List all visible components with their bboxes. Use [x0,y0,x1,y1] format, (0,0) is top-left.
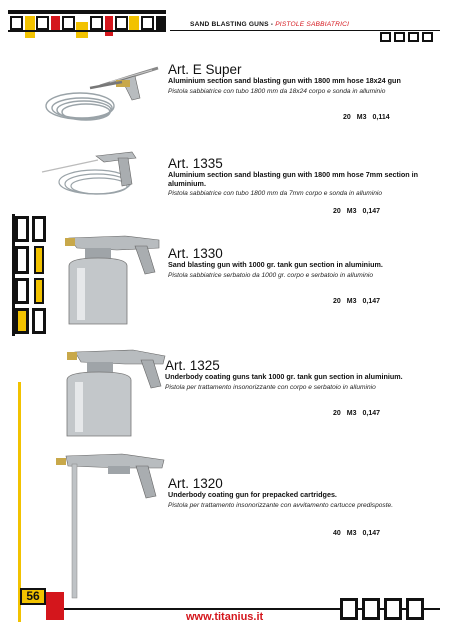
product-description-it: Pistola per trattamento insonorizzante con avvitamento cartucce predisposte. [168,501,394,509]
footer-square-1 [340,598,358,620]
product-image-1330 [55,228,165,328]
product-entry-1320 [168,476,438,511]
footer-vertical-rule [18,382,21,622]
product-art-number: Art. E Super [168,62,242,77]
product-image-1320 [52,450,172,600]
product-art-number: Art. 1330 [168,246,223,261]
packing-unit: M3 [346,208,357,215]
product-description-it: Pistola sabbiatrice serbatoio da 1000 gr. corpo e serbatoio in alluminio [168,271,374,279]
footer-square-2 [362,598,380,620]
packing-volume: 0,147 [362,530,381,537]
product-entry-e-super [168,62,438,97]
header-logo-blocks [8,10,166,38]
packing-qty: 20 [333,298,341,305]
product-packing-1325 [333,410,380,417]
packing-volume: 0,147 [362,208,381,215]
packing-volume: 0,114 [372,114,390,121]
website-link[interactable]: www.titanius.it [186,611,264,623]
footer-square-3 [384,598,402,620]
packing-unit: M3 [346,410,357,417]
header-rule [170,30,440,31]
product-art-number: Art. 1335 [168,156,223,171]
product-art-number: Art. 1320 [168,476,223,491]
header-square-2 [394,32,405,42]
product-packing-1330 [333,298,380,305]
page-number: 56 [20,588,46,605]
product-description-en: Aluminium section sand blasting gun with 1800 mm hose 18x24 gun [168,76,401,85]
packing-unit: M3 [346,298,357,305]
product-entry-1325 [165,358,435,393]
header-square-1 [380,32,391,42]
packing-unit: M3 [356,114,367,121]
product-image-1325 [55,340,170,440]
section-title-it: PISTOLE SABBIATRICI [275,21,350,28]
section-title-en: SAND BLASTING GUNS [190,21,269,28]
product-description-it: Pistola sabbiatrice con tubo 1800 mm da 18x24 corpo e sonda in alluminio [168,87,386,95]
product-packing-1335 [333,208,380,215]
product-packing-1320 [333,530,380,537]
packing-volume: 0,147 [362,298,381,305]
footer-red-block [46,592,64,620]
product-description-en: Aluminium section sand blasting gun with 1800 mm hose 7mm section in aluminium. [168,170,419,188]
section-title-separator: - [270,21,274,28]
side-decoration [12,214,52,336]
section-title [190,21,349,28]
product-packing-e-super [343,114,390,121]
product-entry-1330 [168,246,438,281]
packing-unit: M3 [346,530,357,537]
header-square-3 [408,32,419,42]
packing-qty: 20 [333,410,341,417]
product-description-en: Underbody coating gun for prepacked cartridges. [168,490,337,499]
product-art-number: Art. 1325 [165,358,220,373]
product-description-en: Sand blasting gun with 1000 gr. tank gun section in aluminium. [168,260,383,269]
product-description-it: Pistola per trattamento insonorizzante con corpo e serbatoio in alluminio [165,383,376,391]
packing-qty: 20 [343,114,351,121]
product-image-e-super [40,58,170,138]
header-square-4 [422,32,433,42]
footer-square-4 [406,598,424,620]
product-image-1335 [40,146,150,226]
product-entry-1335 [168,156,438,199]
product-description-it: Pistola sabbiatrice con tubo 1800 mm da 7mm corpo e sonda in alluminio [168,190,383,198]
packing-qty: 40 [333,530,341,537]
packing-qty: 20 [333,208,341,215]
product-description-en: Underbody coating guns tank 1000 gr. tank gun section in aluminium. [165,372,403,381]
packing-volume: 0,147 [362,410,381,417]
